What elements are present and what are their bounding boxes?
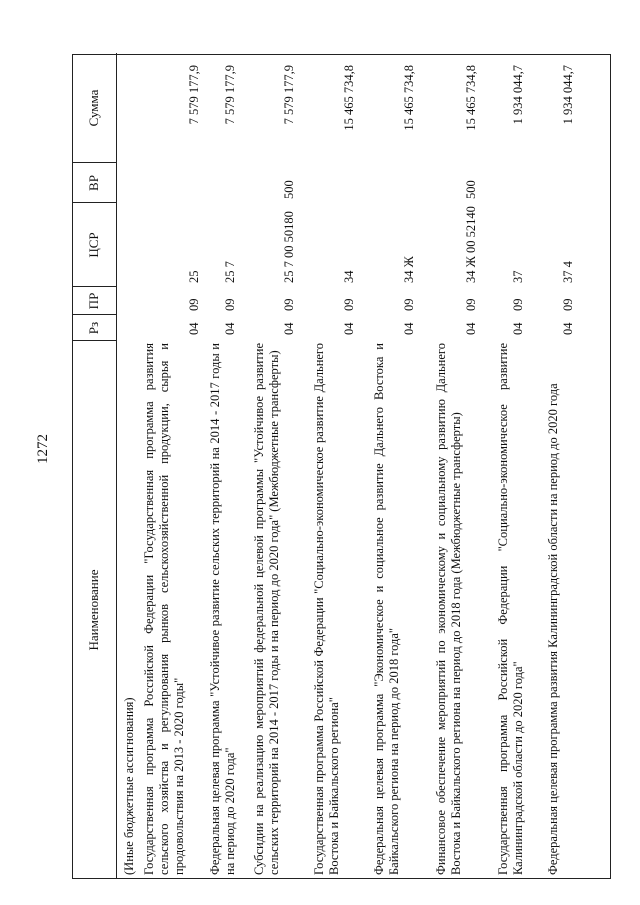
row-csr: 25 7 00 50180 — [282, 211, 296, 283]
row-sum: 7 579 177,9 — [223, 65, 237, 125]
row-pr: 09 — [282, 298, 296, 311]
header-divider — [72, 286, 116, 287]
header-name: Наименование — [86, 569, 101, 651]
row-rz: 04 — [187, 322, 201, 335]
header-sum: Сумма — [86, 89, 101, 127]
row-sum: 1 934 044,7 — [511, 65, 525, 125]
row-rz: 04 — [402, 322, 416, 335]
row-rz: 04 — [464, 322, 478, 335]
row-name: Финансовое обеспечение мероприятий по экономическому и социальному развитию Дальнего Востока и Байкальского региона на период до 2018 года (Межбюджетные трансферты) — [434, 343, 463, 875]
row-pr: 09 — [561, 298, 575, 311]
row-sum: 15 465 734,8 — [342, 65, 356, 131]
row-csr: 34 Ж — [402, 256, 416, 283]
header-divider — [72, 202, 116, 203]
header-rz: Рз — [86, 321, 101, 335]
row-csr: 25 7 — [223, 261, 237, 283]
row-vr: 500 — [282, 180, 296, 199]
row-name: (Иные бюджетные ассигнования) — [122, 697, 136, 875]
row-pr: 09 — [223, 298, 237, 311]
row-pr: 09 — [187, 298, 201, 311]
row-rz: 04 — [282, 322, 296, 335]
row-pr: 09 — [511, 298, 525, 311]
row-name: Федеральная целевая программа развития Калининградской области на период до 2020 года — [546, 383, 560, 875]
budget-table — [72, 53, 612, 879]
row-name: Федеральная целевая программа "Устойчивое развитие сельских территорий на 2014 - 2017 годы и на период до 2020 года" — [208, 343, 237, 875]
row-name: Государственная программа Российской Федерации "Социально-экономическое развитие Дальнего Востока и Байкальского региона" — [312, 343, 341, 875]
header-divider — [72, 162, 116, 163]
table-stage — [72, 53, 612, 879]
row-rz: 04 — [561, 322, 575, 335]
row-name: Государственная программа Российской Федерации "Государственная программа развития сельского хозяйства и регулирования рынков сельскохозяйственной продукции, сырья и продовольствия на 2013 - 2020 годы" — [142, 343, 186, 875]
row-sum: 15 465 734,8 — [464, 65, 478, 131]
row-sum: 7 579 177,9 — [282, 65, 296, 125]
row-vr: 500 — [464, 180, 478, 199]
row-rz: 04 — [511, 322, 525, 335]
row-name: Субсидии на реализацию мероприятий федеральной целевой программы "Устойчивое развитие сельских территорий на 2014 - 2017 годы и на период до 2020 года" (Межбюджетные трансферты) — [252, 343, 281, 875]
header-divider — [72, 340, 116, 341]
row-pr: 09 — [402, 298, 416, 311]
page-number: 1272 — [35, 434, 51, 464]
row-pr: 09 — [464, 298, 478, 311]
row-pr: 09 — [342, 298, 356, 311]
header-pr: ПР — [86, 292, 101, 310]
row-csr: 25 — [187, 270, 201, 283]
row-csr: 37 — [511, 270, 525, 283]
row-csr: 34 — [342, 270, 356, 283]
header-divider — [72, 314, 116, 315]
row-csr: 37 4 — [561, 261, 575, 283]
row-csr: 34 Ж 00 52140 — [464, 206, 478, 283]
row-sum: 1 934 044,7 — [561, 65, 575, 125]
row-rz: 04 — [342, 322, 356, 335]
header-vr: ВР — [86, 175, 101, 191]
row-name: Государственная программа Российской Федерации "Социально-экономическое развитие Калининградской области до 2020 года" — [496, 343, 525, 875]
table-header — [72, 53, 117, 879]
row-sum: 15 465 734,8 — [402, 65, 416, 131]
row-rz: 04 — [223, 322, 237, 335]
row-sum: 7 579 177,9 — [187, 65, 201, 125]
row-name: Федеральная целевая программа "Экономическое и социальное развитие Дальнего Востока и Байкальского региона на период до 2018 года" — [372, 343, 401, 875]
header-csr: ЦСР — [86, 232, 101, 258]
